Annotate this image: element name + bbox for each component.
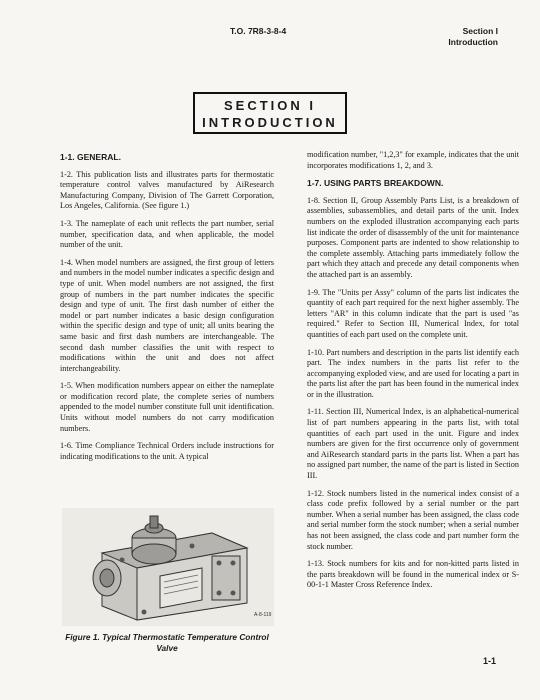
paragraph-1-6: 1-6. Time Compliance Technical Orders include instructions for indicating modifications to the unit. A typical: [60, 441, 274, 461]
paragraph-continued: modification number, "1,2,3" for example, indicates that the unit incorporates modifications 1, 2, and 3.: [307, 150, 519, 170]
paragraph-1-3: 1-3. The nameplate of each unit reflects the part number, serial number, specification data, and when applicable, the model number of the unit.: [60, 218, 274, 250]
valve-drawing: [62, 508, 274, 626]
paragraph-1-12: 1-12. Stock numbers listed in the numerical index consist of a class code prefix followed by a serial number or the part number. When a serial number has been assigned, the class code and serial number form the stock number; when a serial number has not been assigned, the class code and part number form the stock number.: [307, 488, 519, 551]
paragraph-1-10: 1-10. Part numbers and description in the parts list identify each part. The index numbers in the parts list refer to the accompanying exploded view, and are used for locating a part in the parts list after the part has been found in the numerical index or in the illustration.: [307, 347, 519, 399]
figure-code: A-8-119: [254, 612, 272, 618]
paragraph-1-13: 1-13. Stock numbers for kits and for non-kitted parts listed in the parts breakdown will be found in the numerical index or S-00-1-1 Master Cross Reference Index.: [307, 559, 519, 590]
heading-using-parts-breakdown: 1-7. USING PARTS BREAKDOWN.: [307, 178, 444, 189]
section-title-line2: INTRODUCTION: [202, 115, 338, 130]
running-header: [448, 26, 498, 48]
section-label: Section I: [462, 26, 498, 36]
heading-general: 1-1. GENERAL.: [60, 152, 121, 162]
section-title-box: [193, 92, 347, 134]
right-column: [307, 150, 519, 598]
section-title: Introduction: [448, 37, 498, 47]
section-title-line1: SECTION I: [223, 98, 316, 113]
paragraph-1-2: 1-2. This publication lists and illustrates parts for thermostatic temperature control valves manufactured by AiResearch Manufacturing Company, Division of The Garrett Corporation, Los Angeles, California. (See figure 1.): [60, 169, 274, 211]
to-number: T.O. 7R8-3-8-4: [230, 26, 287, 36]
figure-valve-illustration: [62, 508, 274, 626]
page-number: 1-1: [482, 656, 496, 666]
paragraph-1-11: 1-11. Section III, Numerical Index, is an alphabetical-numerical list of part numbers appearing in the parts list, with total quantities of each part used in the unit. Figure and index numbers are given for the first occurrence only of government and AiResearch standard parts in the parts list. When a part has no assigned part number, the name of the part is listed in Section III.: [307, 407, 519, 481]
paragraph-1-5: 1-5. When modification numbers appear on either the nameplate or modification record plate, the complete series of numbers appended to the model number constitute full unit identification. Units without model numbers do not carry modification numbers.: [60, 381, 274, 433]
paragraph-1-9: 1-9. The "Units per Assy" column of the parts list indicates the quantity of each part required for the next higher assembly. The letters "AR" in this column indicate that the part is used "as required." Refer to Section III, Numerical Index, for total quantities of each part used on the complete unit.: [307, 287, 519, 339]
paragraph-1-8: 1-8. Section II, Group Assembly Parts List, is a breakdown of assemblies, subassemblies, and detail parts of the unit. Index numbers on the exploded illustration accompanying each parts list indicate the order of disassembly of the unit for maintenance purposes. Component parts are indented to show relationship to the complete assembly. Attaching parts immediately follow the part which they attach and precede any detail components when the attached part is an assembly.: [307, 195, 519, 279]
left-column: [60, 150, 274, 469]
figure-caption: Figure 1. Typical Thermostatic Temperature Control Valve: [65, 632, 269, 653]
paragraph-1-4: 1-4. When model numbers are assigned, the first group of letters and numbers in the model number indicates a specific design and type of unit. When model numbers are not assigned, the first group of numbers in the part number indicates the specific design and type of unit. The first dash number of either the model or part number indicates a basic design configuration within the specific design and type of unit; all units bearing the same basic and first dash numbers are interchangeable. The second dash number classifies the unit with respect to modifications within the unit and does not affect interchangeability.: [60, 257, 274, 373]
